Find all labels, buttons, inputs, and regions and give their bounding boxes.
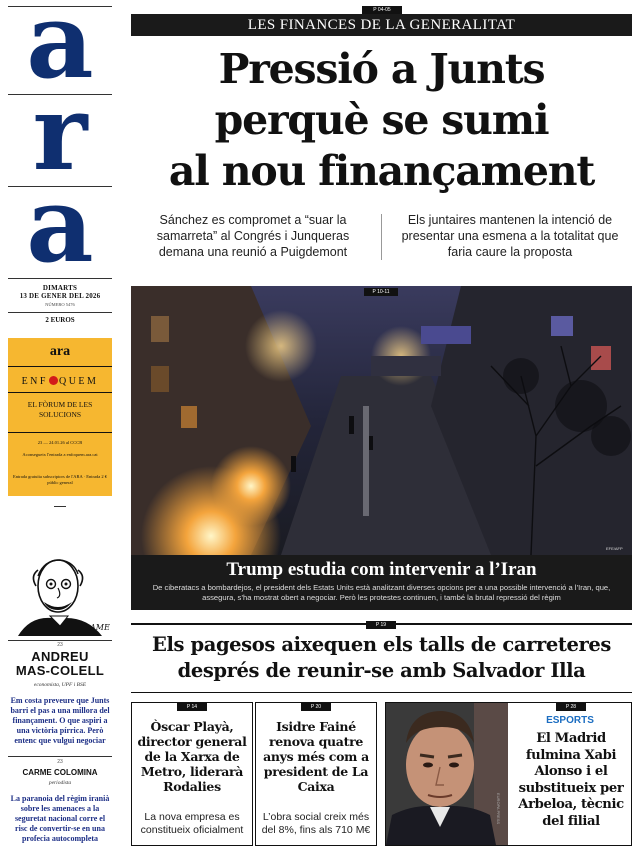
lead-headline[interactable]: Pressió a Junts perquè se sumi al nou finançament bbox=[168, 45, 595, 195]
photo-dek: De ciberatacs a bombardejos, el president dels Estats Units està analitzant diverses opcions per a una possible intervenció a l’Iran, que, assegura, s’ha mostrat obert a negociar. Però les protestes continuen, i també la brutal repressió del règim bbox=[152, 583, 611, 602]
photo-headline[interactable]: Trump estudia com intervenir a l’Iran bbox=[226, 559, 537, 580]
divider bbox=[131, 692, 632, 693]
promo-box[interactable] bbox=[8, 338, 112, 496]
page-number: P 20 bbox=[301, 703, 331, 711]
left-column bbox=[8, 0, 112, 855]
page-number: P 28 bbox=[556, 703, 586, 711]
promo-fine: Entrada gratuïta subscriptors de l'ARA · Entrada 2 € públic general bbox=[12, 474, 108, 485]
opinion-author-role: economista, UPF i BSE bbox=[33, 682, 87, 688]
second-headline[interactable]: Els pagesos aixequen els talls de carreteres després de reunir-se amb Salvador Illa bbox=[152, 633, 611, 682]
masthead-logo-letter[interactable]: r bbox=[32, 71, 88, 194]
sports-photo[interactable] bbox=[386, 703, 508, 845]
divider bbox=[8, 278, 112, 279]
divider bbox=[8, 756, 112, 757]
cartoon-caricature bbox=[10, 556, 110, 638]
divider bbox=[8, 432, 112, 433]
story-dek: La nova empresa es constitueix oficialment bbox=[140, 811, 244, 836]
divider bbox=[381, 214, 382, 260]
opinion-author-role: periodista bbox=[48, 780, 72, 786]
divider bbox=[8, 640, 112, 641]
lead-photo[interactable] bbox=[131, 286, 632, 555]
edition-date: DIMARTS 13 DE GENER DEL 2026 bbox=[19, 284, 101, 300]
page-number: P 19 bbox=[366, 621, 396, 629]
promo-title-right: QUEM bbox=[58, 376, 99, 387]
promo-info: Aconsegueix l'entrada a enfoquem.ara.cat bbox=[22, 452, 98, 457]
photo-credit: EUROPA PRESS bbox=[496, 793, 501, 825]
page-number: 23 bbox=[57, 759, 63, 765]
story-headline[interactable]: Isidre Fainé renova quatre anys més com a president de La Caixa bbox=[263, 719, 369, 794]
opinion-author[interactable]: ANDREU MAS-COLELL bbox=[15, 649, 105, 678]
lead-dek-right: Els juntaires mantenen la intenció de presentar una esmena a la totalitat que faria caure la proposta bbox=[401, 213, 619, 259]
promo-when: 23 — 24.01.26 al CCCB bbox=[37, 440, 83, 445]
story-dek: L’obra social creix més del 8%, fins als 710 M€ bbox=[261, 811, 371, 836]
page-number: P 04-05 bbox=[362, 6, 402, 14]
story-headline[interactable]: Òscar Playà, director general de la Xarxa de Metro, liderarà Rodalies bbox=[137, 719, 247, 794]
masthead-logo-letter[interactable]: a bbox=[26, 163, 94, 286]
dot-icon bbox=[49, 376, 58, 385]
divider bbox=[8, 312, 112, 313]
opinion-author[interactable]: CARME COLOMINA bbox=[22, 768, 98, 777]
divider bbox=[8, 366, 112, 367]
story-box[interactable] bbox=[385, 702, 632, 846]
section-label: ESPORTS bbox=[546, 715, 594, 726]
opinion-quote[interactable]: Em costa preveure que Junts barri el pas a una millora del finançament. O que aspiri a una victòria pírrica. Però entenc que vulgui negociar bbox=[10, 696, 110, 745]
photo-credit: EFE/AFP bbox=[606, 546, 623, 551]
edition-price: 2 EUROS bbox=[45, 316, 75, 324]
page-number: P 10-11 bbox=[364, 288, 398, 296]
edition-issue: NÚMERO 5476 bbox=[45, 302, 75, 307]
lead-dek-left: Sánchez es compromet a “suar la samarreta” al Congrés i Junqueras demana una reunió a Puigdemont bbox=[156, 213, 350, 259]
lead-section-banner: LES FINANCES DE LA GENERALITAT bbox=[131, 14, 632, 36]
divider bbox=[8, 392, 112, 393]
promo-title-left: ENF bbox=[21, 376, 48, 387]
story-box[interactable] bbox=[131, 702, 253, 846]
page-number: P 14 bbox=[177, 703, 207, 711]
page-number: 23 bbox=[57, 642, 63, 648]
divider bbox=[54, 506, 66, 507]
story-box[interactable] bbox=[255, 702, 377, 846]
promo-title bbox=[8, 376, 112, 387]
cartoon-signature: AME bbox=[90, 623, 110, 632]
promo-brand: ara bbox=[49, 344, 71, 359]
promo-subtitle: EL FÒRUM DE LES SOLUCIONS bbox=[27, 400, 93, 419]
story-headline[interactable]: El Madrid fulmina Xabi Alonso i el substitueix per Arbeloa, tècnic del filial bbox=[518, 731, 624, 829]
masthead-logo-letter[interactable]: a bbox=[26, 0, 94, 102]
opinion-quote[interactable]: La paranoia del règim iranià sobre les amenaces a la seguretat nacional corre el risc de convertir-se en una profecia autocompleta bbox=[10, 794, 110, 843]
